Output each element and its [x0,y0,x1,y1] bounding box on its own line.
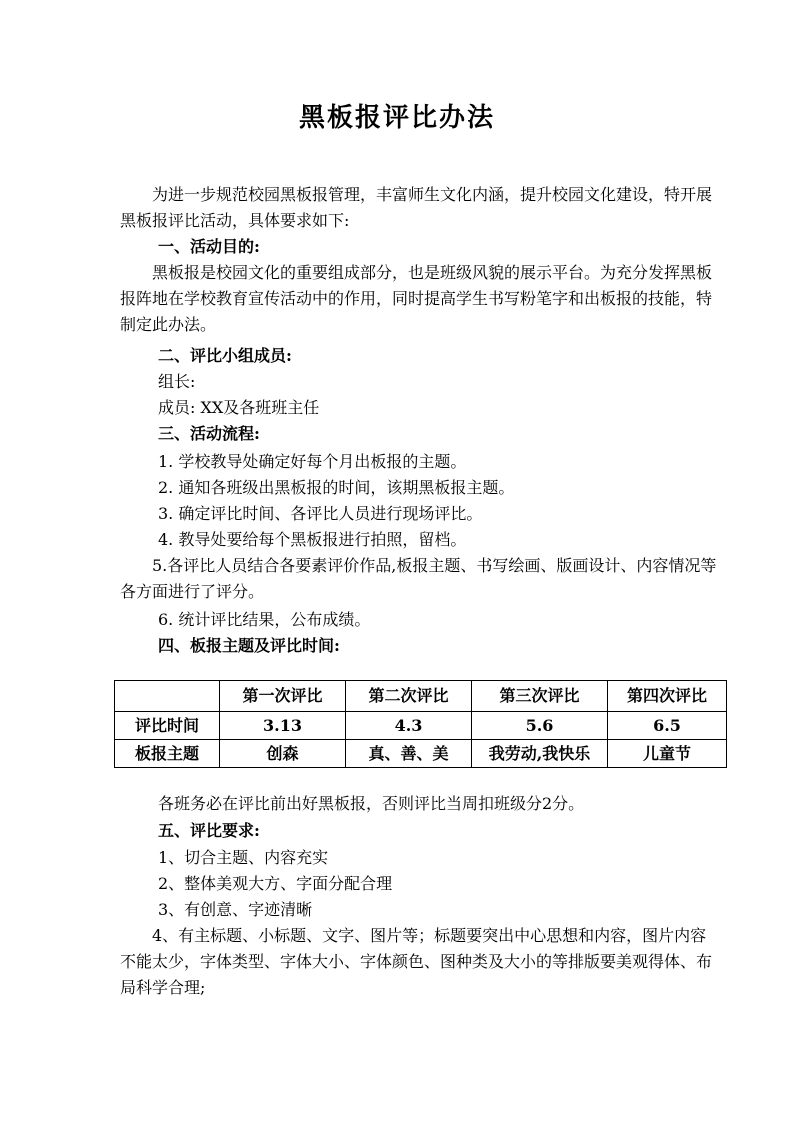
table-cell: 4.3 [346,712,472,740]
table-cell: 真、善、美 [346,740,472,768]
table-header-cell: 第二次评比 [346,681,472,712]
table-cell: 板报主题 [115,740,220,768]
table-cell: 5.6 [472,712,608,740]
process-item-2: 2. 通知各班级出黑板报的时间，该期黑板报主题。 [158,478,515,497]
table-header-cell: 第一次评比 [220,681,346,712]
table-cell: 评比时间 [115,712,220,740]
requirement-item-4: 4、有主标题、小标题、文字、图片等；标题要突出中心思想和内容，图片内容不能太少，字体类型、字体大小、字体颜色、图种类及大小的等排版要美观得体、布局科学合理; [120,926,713,997]
section-2-heading: 二、评比小组成员: [158,346,292,365]
requirement-item-1: 1、切合主题、内容充实 [158,848,329,867]
section-3-heading: 三、活动流程: [158,424,260,443]
process-item-4: 4. 教导处要给每个黑板报进行拍照，留档。 [158,530,467,549]
table-header-cell: 第四次评比 [608,681,727,712]
document-title: 黑板报评比办法 [298,103,495,133]
table-cell: 6.5 [608,712,727,740]
process-item-1: 1. 学校教导处确定好每个月出板报的主题。 [158,452,467,471]
table-cell: 创森 [220,740,346,768]
section-1-heading: 一、活动目的: [158,237,260,256]
section-5-heading: 五、评比要求: [158,821,260,840]
section-1-body: 黑板报是校园文化的重要组成部分，也是班级风貌的展示平台。为充分发挥黑板报阵地在学校教育宣传活动中的作用，同时提高学生书写粉笔字和出板报的技能，特制定此办法。 [120,263,713,334]
table-header-cell: 第三次评比 [472,681,608,712]
table-header-row [115,681,727,712]
table-cell: 儿童节 [608,740,727,768]
table-cell: 我劳动,我快乐 [472,740,608,768]
members-line: 成员: XX及各班班主任 [158,398,320,417]
table-cell: 3.13 [220,712,346,740]
table-row [115,712,727,740]
process-item-5: 5.各评比人员结合各要素评价作品,板报主题、书写绘画、版画设计、内容情况等各方面进行了评分。 [120,556,717,601]
process-item-3: 3. 确定评比时间、各评比人员进行现场评比。 [158,504,483,523]
intro-paragraph: 为进一步规范校园黑板报管理，丰富师生文化内涵，提升校园文化建设，特开展黑板报评比活动，具体要求如下: [120,185,713,230]
section-4-heading: 四、板报主题及评比时间: [158,636,340,655]
requirement-item-2: 2、整体美观大方、字面分配合理 [158,874,393,893]
process-item-6: 6. 统计评比结果，公布成绩。 [158,610,371,629]
table-row [115,740,727,768]
leader-line: 组长: [158,372,196,391]
schedule-table [114,680,727,768]
requirement-item-3: 3、有创意、字迹清晰 [158,900,313,919]
table-header-cell [115,681,220,712]
after-table-note: 各班务必在评比前出好黑板报，否则评比当周扣班级分2分。 [158,794,585,813]
